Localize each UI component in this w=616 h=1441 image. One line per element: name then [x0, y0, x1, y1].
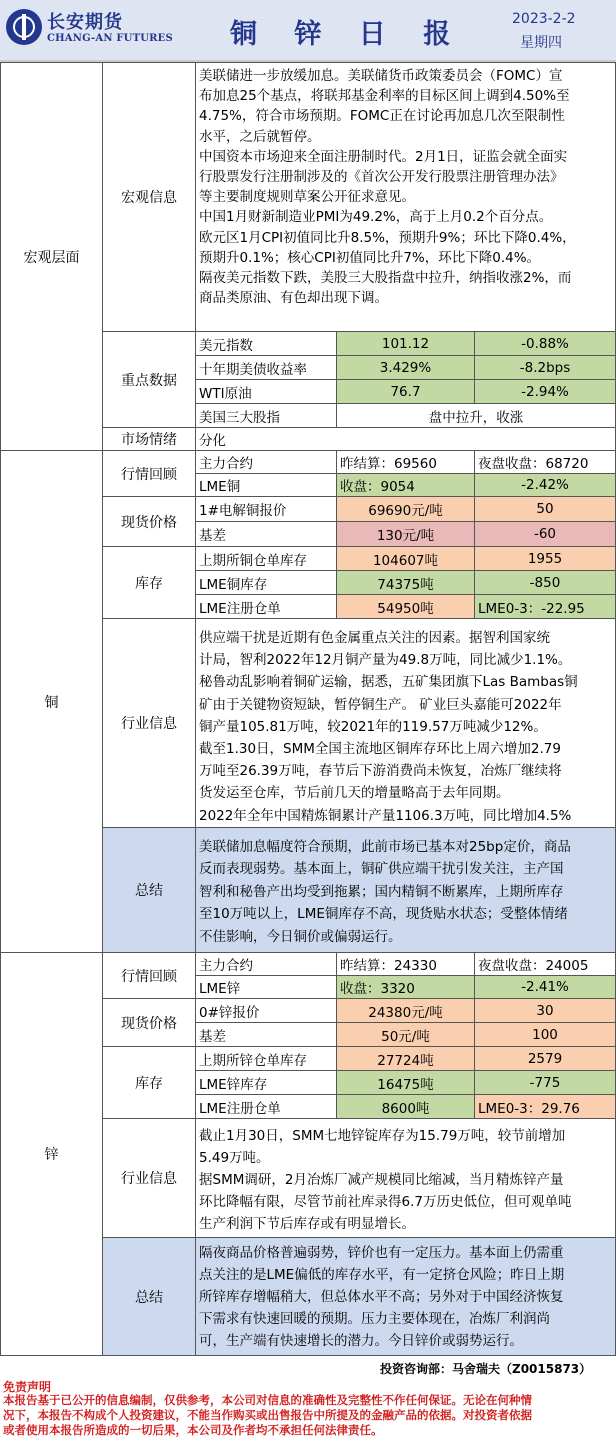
- copper-shfe-stock-change: 1955: [475, 547, 616, 571]
- zinc-lme-stock-change: -775: [475, 1071, 616, 1095]
- zinc-lme-name: LME锌: [196, 976, 337, 999]
- text-line: 至10万吨以上，LME铜库存不高，现货贴水状态；受整体情绪: [199, 906, 568, 923]
- copper-basis-change: -60: [475, 522, 616, 547]
- key-change: -8.2bps: [475, 356, 616, 380]
- report-title: 铜 锌 日 报: [230, 19, 465, 50]
- text-line: 反而表现弱势。基本面上，铜矿供应端干扰引发关注，主产国: [199, 861, 564, 878]
- brand-logo-icon: [6, 9, 42, 45]
- text-line: 秘鲁动乱影响着铜矿运输，据悉，五矿集团旗下Las Bambas铜: [199, 674, 578, 691]
- text-line: 本报告基于已公开的信息编制，仅供参考，本公司对信息的准确性及完整性不作任何保证。无论在何种情: [3, 1393, 532, 1407]
- copper-prev-settle: 昨结算：69560: [337, 451, 475, 474]
- zinc-lme-spread: LME0-3：29.76: [475, 1095, 616, 1119]
- text-line: 截止1月30日，SMM七地锌锭库存为15.79万吨，较节前增加: [199, 1128, 566, 1144]
- text-line: 行股票发行注册制涉及的《首次公开发行股票注册管理办法》: [199, 169, 564, 186]
- text-line: 截至1.30日，SMM全国主流地区铜库存环比上周六增加2.79: [199, 741, 561, 758]
- copper-summary-text: [196, 828, 616, 953]
- zinc-basis-value: 50元/吨: [337, 1023, 475, 1047]
- section-macro: 宏观层面: [1, 63, 103, 451]
- key-change: -0.88%: [475, 332, 616, 356]
- text-line: 欧元区1月CPI初值同比升8.5%，预期升9%；环比下降0.4%，: [199, 229, 576, 246]
- zinc-prev-settle: 昨结算：24330: [337, 953, 475, 976]
- copper-lme-stock-value: 74375吨: [337, 571, 475, 595]
- brand-name-cn: 长安期货: [47, 12, 123, 33]
- zinc-industry-text: [196, 1119, 616, 1238]
- copper-stock-label: 库存: [103, 547, 196, 619]
- key-change: -2.94%: [475, 380, 616, 404]
- report-header: [0, 0, 616, 62]
- key-data-label: 重点数据: [103, 332, 196, 428]
- zinc-main-contract: 主力合约: [196, 953, 337, 976]
- zinc-spot-change: 30: [475, 999, 616, 1023]
- copper-lme-stock-name: LME铜库存: [196, 571, 337, 595]
- text-line: 所锌库存增幅稍大，但总体水平不高；另外对于中国经济恢复: [199, 1289, 564, 1305]
- copper-spot-name: 1#电解铜报价: [196, 497, 337, 522]
- text-line: 况下，本报告不构成个人投资建议，不能当作购买或出售报告中所提及的金融产品的依据。对投资者依据: [3, 1408, 532, 1422]
- text-line: 中国1月财新制造业PMI为49.2%，高于上月0.2个百分点。: [199, 209, 553, 226]
- zinc-spot-name: 0#锌报价: [196, 999, 337, 1023]
- key-value: 76.7: [337, 380, 475, 404]
- copper-spot-label: 现货价格: [103, 497, 196, 547]
- text-line: 4.75%，符合市场预期。FOMC正在讨论再加息几次至限制性: [199, 108, 565, 125]
- key-value: 101.12: [337, 332, 475, 356]
- disclaimer-text: [3, 1393, 613, 1438]
- text-line: 预期升0.1%；核心CPI初值同比升7%，环比下降0.4%。: [199, 249, 541, 266]
- text-line: 下需求有快速回暖的预期。压力主要体现在，冶炼厂利润尚: [199, 1311, 550, 1327]
- zinc-summary-text: [196, 1238, 616, 1356]
- key-name: 十年期美债收益率: [196, 356, 337, 380]
- copper-lme-spread: LME0-3：-22.95: [475, 595, 616, 619]
- disclaimer-title: 免责声明: [3, 1380, 52, 1394]
- zinc-night-close: 夜盘收盘：24005: [475, 953, 616, 976]
- text-line: 计局，智利2022年12月铜产量为49.8万吨，同比减少1.1%。: [199, 652, 572, 669]
- text-line: 万吨至26.39万吨，春节后下游消费尚未恢复，冶炼厂继续将: [199, 763, 562, 780]
- us-index-name: 美国三大股指: [196, 404, 337, 428]
- text-line: 等主要制度规则草案公开征求意见。: [199, 189, 415, 206]
- copper-basis-value: 130元/吨: [337, 522, 475, 547]
- text-line: 2022年全年中国精炼铜累计产量1106.3万吨，同比增加4.5%: [199, 807, 572, 824]
- text-line: 环比降幅有限，尽管节前社库录得6.7万历史低位，但可观单吨: [199, 1194, 572, 1210]
- text-line: 隔夜商品价格普遍弱势，锌价也有一定压力。基本面上仍需重: [199, 1245, 564, 1261]
- text-line: 美联储加息幅度符合预期，此前市场已基本对25bp定价，商品: [199, 839, 571, 855]
- text-line: 中国资本市场迎来全面注册制时代。2月1日，证监会就全面实: [199, 148, 568, 165]
- text-line: 生产利润下节后库存或有明显增长。: [199, 1216, 415, 1232]
- text-line: 5.49万吨。: [199, 1150, 270, 1166]
- zinc-lme-change: -2.41%: [475, 976, 616, 999]
- text-line: 美联储进一步放缓加息。美联储货币政策委员会（FOMC）宣: [199, 68, 563, 84]
- copper-review-label: 行情回顾: [103, 451, 196, 497]
- copper-lme-close: 收盘：9054: [337, 474, 475, 497]
- copper-shfe-stock-value: 104607吨: [337, 547, 475, 571]
- zinc-shfe-stock-change: 2579: [475, 1047, 616, 1071]
- key-name: 美元指数: [196, 332, 337, 356]
- sentiment-value: 分化: [196, 428, 616, 451]
- copper-main-contract: 主力合约: [196, 451, 337, 474]
- text-line: 智利和秘鲁产出均受到拖累；国内精铜不断累库，上期所库存: [199, 883, 564, 900]
- key-value: 3.429%: [337, 356, 475, 380]
- text-line: 水平，之后就暂停。: [199, 128, 321, 145]
- copper-lme-reg-name: LME注册仓单: [196, 595, 337, 619]
- copper-spot-change: 50: [475, 497, 616, 522]
- zinc-spot-price: 24380元/吨: [337, 999, 475, 1023]
- zinc-basis-name: 基差: [196, 1023, 337, 1047]
- copper-lme-name: LME铜: [196, 474, 337, 497]
- report-date: 2023-2-2: [512, 11, 576, 27]
- consultant-signature: 投资咨询部：马舍瑞夫（Z0015873）: [380, 1362, 592, 1376]
- zinc-summary-label: 总结: [103, 1238, 196, 1356]
- text-line: 铜产量105.81万吨，较2021年的119.57万吨减少12%。: [199, 718, 547, 735]
- text-line: 点关注的是LME偏低的库存水平，有一定挤仓风险；昨日上期: [199, 1267, 565, 1283]
- us-index-value: 盘中拉升，收涨: [337, 404, 616, 428]
- copper-lme-reg-value: 54950吨: [337, 595, 475, 619]
- zinc-lme-stock-name: LME锌库存: [196, 1071, 337, 1095]
- copper-summary-label: 总结: [103, 828, 196, 953]
- copper-basis-name: 基差: [196, 522, 337, 547]
- copper-shfe-stock-name: 上期所铜仓单库存: [196, 547, 337, 571]
- zinc-lme-stock-value: 16475吨: [337, 1071, 475, 1095]
- zinc-lme-close: 收盘：3320: [337, 976, 475, 999]
- zinc-lme-reg-value: 8600吨: [337, 1095, 475, 1119]
- sentiment-label: 市场情绪: [103, 428, 196, 451]
- text-line: 或者使用本报告所造成的一切后果，本公司及作者均不承担任何法律责任。: [3, 1423, 383, 1437]
- copper-spot-price: 69690元/吨: [337, 497, 475, 522]
- zinc-stock-label: 库存: [103, 1047, 196, 1119]
- zinc-spot-label: 现货价格: [103, 999, 196, 1047]
- macro-info-text: [196, 63, 616, 332]
- copper-lme-change: -2.42%: [475, 474, 616, 497]
- text-line: 隔夜美元指数下跌，美股三大股指盘中拉升，纳指收涨2%，而: [199, 270, 572, 287]
- report-weekday: 星期四: [520, 35, 562, 51]
- section-zinc: 锌: [1, 953, 103, 1356]
- text-line: 供应端干扰是近期有色金属重点关注的因素。据智利国家统: [199, 630, 550, 646]
- text-line: 商品类原油、有色却出现下调。: [199, 290, 388, 307]
- zinc-shfe-stock-value: 27724吨: [337, 1047, 475, 1071]
- zinc-basis-change: 100: [475, 1023, 616, 1047]
- text-line: 布加息25个基点，将联邦基金利率的目标区间上调到4.50%至: [199, 88, 570, 105]
- section-copper: 铜: [1, 451, 103, 953]
- text-line: 矿由于关键物资短缺，暂停铜生产。 矿业巨头嘉能可2022年: [199, 696, 562, 713]
- brand-name-en: CHANG-AN FUTURES: [47, 33, 173, 44]
- text-line: 不佳影响，今日铜价或偏弱运行。: [199, 928, 402, 945]
- key-name: WTI原油: [196, 380, 337, 404]
- zinc-lme-reg-name: LME注册仓单: [196, 1095, 337, 1119]
- copper-industry-text: [196, 619, 616, 828]
- text-line: 货发运至仓库，节后前几天的增量略高于去年同期。: [199, 785, 510, 802]
- text-line: 可，生产端有快速增长的潜力。今日锌价或弱势运行。: [199, 1333, 523, 1349]
- copper-night-close: 夜盘收盘：68720: [475, 451, 616, 474]
- copper-industry-label: 行业信息: [103, 619, 196, 828]
- copper-lme-stock-change: -850: [475, 571, 616, 595]
- zinc-industry-label: 行业信息: [103, 1119, 196, 1238]
- zinc-shfe-stock-name: 上期所锌仓单库存: [196, 1047, 337, 1071]
- zinc-review-label: 行情回顾: [103, 953, 196, 999]
- macro-info-label: 宏观信息: [103, 63, 196, 332]
- text-line: 据SMM调研，2月冶炼厂减产规模同比缩减，当月精炼锌产量: [199, 1172, 564, 1188]
